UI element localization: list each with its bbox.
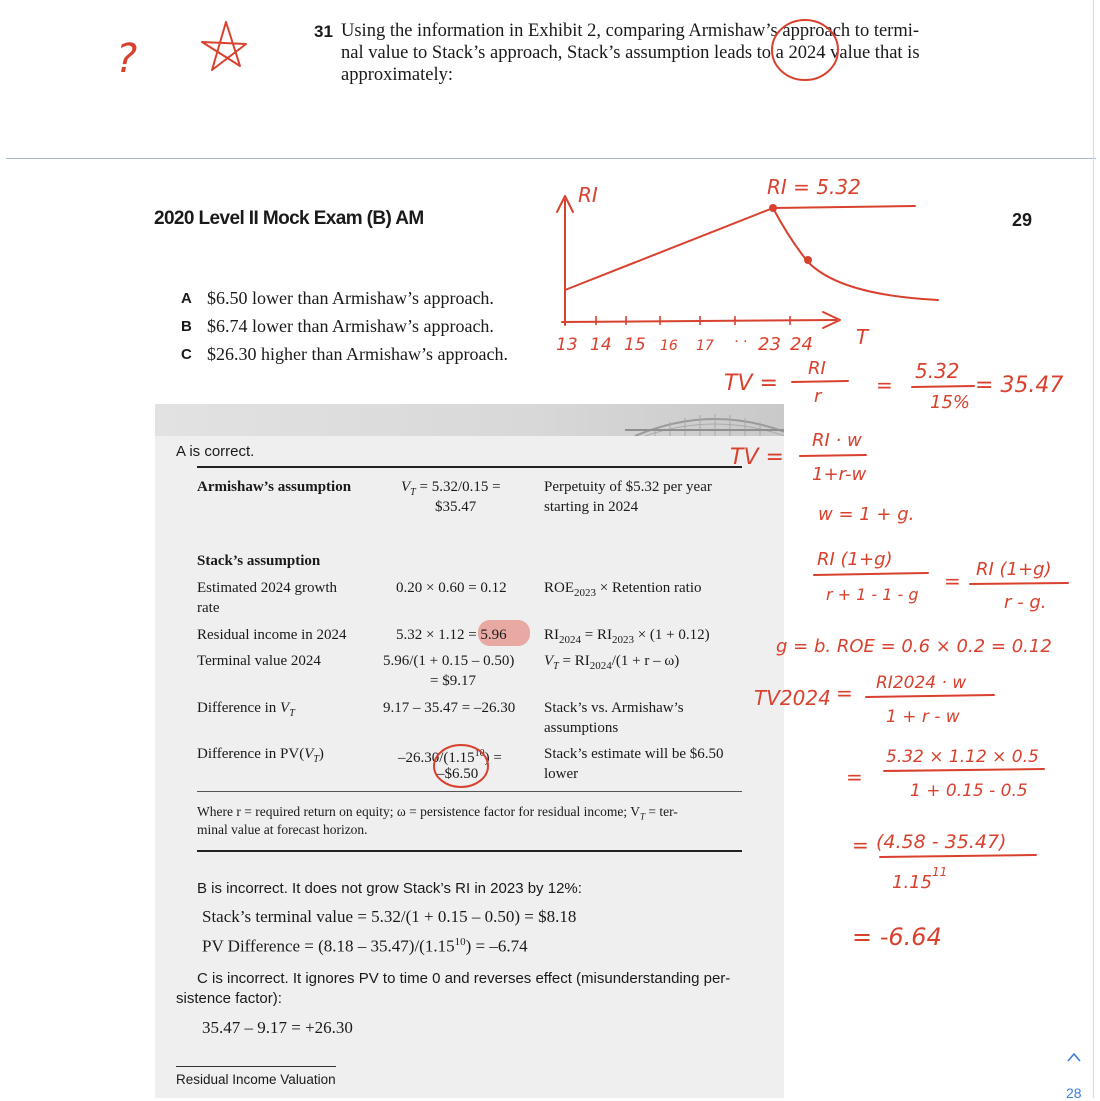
b-pv-difference: PV Difference = $(8.18 - 35.47)/(1.15^{10}) = -6.74$ bbox=[202, 936, 528, 956]
result-annotation: = -6.64 bbox=[852, 923, 942, 951]
svg-text:15: 15 bbox=[624, 335, 646, 355]
svg-text:13: 13 bbox=[556, 335, 578, 355]
ri-calc: 5.32 × 1.12 = 5.96 bbox=[396, 627, 507, 643]
graph-x-label: T bbox=[856, 325, 869, 349]
growth-label-line-1: Estimated 2024 growth bbox=[197, 580, 337, 596]
circle-approach bbox=[772, 20, 838, 80]
diff-calc: 9.17 – 35.47 = –26.30 bbox=[383, 700, 516, 716]
question-text-line-3: approximately: bbox=[341, 65, 453, 85]
page-number: 29 bbox=[1012, 210, 1033, 230]
graph-x-tick-labels bbox=[556, 334, 813, 355]
option-b-letter: B bbox=[181, 318, 192, 335]
tv-eq1-num2: 5.32 bbox=[915, 359, 960, 383]
tv-calc-line-1: 5.96/(1 + 0.15 – 0.50) bbox=[383, 653, 515, 669]
tv2024-eq: = bbox=[836, 681, 853, 705]
tv-eq1-result: = 35.47 bbox=[975, 373, 1064, 398]
diffpv-calc-line-2: –$6.50 bbox=[437, 766, 479, 782]
calc-b-num: (4.58 - 35.47) bbox=[876, 831, 1007, 853]
tv2024-num: RI2024 · w bbox=[876, 673, 967, 693]
growth-label-line-2: rate bbox=[197, 600, 220, 616]
growth-calc: 0.20 × 0.60 = 0.12 bbox=[396, 580, 507, 596]
frac1-num: RI (1+g) bbox=[817, 549, 893, 570]
g-eq: g = b. ROE = 0.6 × 0.2 = 0.12 bbox=[776, 636, 1052, 657]
calc-b-exp: 11 bbox=[932, 865, 948, 879]
footer-section-title: Residual Income Valuation bbox=[176, 1072, 336, 1087]
tv2024-lhs: TV2024 bbox=[754, 686, 831, 710]
tv-eq2-num: RI · w bbox=[812, 430, 862, 451]
armishaw-calc-line-1: $V_T = 5.32/0.15$ = bbox=[401, 479, 501, 498]
question-text-line-1: Using the information in Exhibit 2, comparing Armishaw’s approach to termi- bbox=[341, 21, 920, 41]
svg-text:17: 17 bbox=[696, 338, 714, 354]
c-calc-line: 35.47 – 9.17 = +26.30 bbox=[202, 1018, 353, 1037]
tv-eq1-den2: 15% bbox=[930, 392, 971, 413]
svg-text:24: 24 bbox=[790, 334, 813, 355]
frac1-den: r + 1 - 1 - g bbox=[826, 585, 919, 604]
tv-eq1-eq: = bbox=[876, 373, 893, 397]
calc-b-den: 1.15 bbox=[892, 872, 933, 893]
diffpv-label: Difference in $PV(V_T)$ bbox=[197, 746, 324, 765]
svg-text:23: 23 bbox=[758, 334, 781, 355]
graph-ri-value-label: RI = 5.32 bbox=[767, 175, 861, 199]
frac2-num: RI (1+g) bbox=[976, 559, 1052, 580]
exam-header-title: 2020 Level II Mock Exam (B) AM bbox=[154, 208, 424, 229]
question-text-line-2: nal value to Stack’s approach, Stack’s assumption leads to a 2024 value that is bbox=[341, 43, 920, 63]
tv-eq1-den: r bbox=[814, 386, 822, 407]
armishaw-calc-line-2: $35.47 bbox=[435, 499, 477, 515]
diffpv-desc-line-2: lower bbox=[544, 766, 579, 782]
question-mark-annotation: ? bbox=[116, 36, 138, 82]
svg-text:16: 16 bbox=[660, 338, 678, 354]
diff-desc-line-1: Stack’s vs. Armishaw’s bbox=[544, 700, 684, 716]
diff-label: Difference in $V_T$ bbox=[197, 700, 295, 719]
option-c-letter: C bbox=[181, 346, 192, 363]
svg-text:· ·: · · bbox=[734, 334, 748, 350]
diffpv-calc-line-1: $-26.30/(1.15^{10})$ = bbox=[398, 748, 502, 766]
graph-point-2023 bbox=[769, 204, 777, 212]
diffpv-desc-line-1: Stack’s estimate will be $6.50 bbox=[544, 746, 724, 762]
graph-point-2024 bbox=[804, 256, 812, 264]
star-icon bbox=[202, 22, 246, 70]
tv-eq1-num: RI bbox=[808, 358, 826, 379]
armishaw-label: Armishaw’s assumption bbox=[197, 479, 352, 495]
circle-650 bbox=[434, 745, 488, 787]
c-incorrect-line-1: C is incorrect. It ignores PV to time 0 and reverses effect (misunderstanding per- bbox=[197, 970, 731, 987]
growth-desc: $ROE_{2023}$ × Retention ratio bbox=[544, 580, 702, 599]
tv-eq2-den: 1+r-w bbox=[812, 464, 867, 485]
b-incorrect-text: B is incorrect. It does not grow Stack’s RI in 2023 by 12%: bbox=[197, 880, 582, 897]
table-note-line-1: Where r = required return on equity; ω = persistence factor for residual income; $V_T = ter-$ bbox=[197, 804, 678, 822]
tv-desc: $V_T = RI_{2024}/(1 + r - \omega)$ bbox=[544, 653, 680, 672]
option-b-text: $6.74 lower than Armishaw’s approach. bbox=[207, 316, 494, 336]
diff-desc-line-2: assumptions bbox=[544, 720, 619, 736]
w-eq: w = 1 + g. bbox=[818, 504, 915, 525]
graph-ri-line bbox=[565, 206, 915, 290]
tv-label: Terminal value 2024 bbox=[197, 653, 321, 669]
frac2-den: r - g. bbox=[1004, 592, 1047, 613]
tv2024-den: 1 + r - w bbox=[886, 707, 960, 727]
option-a-letter: A bbox=[181, 290, 192, 307]
armishaw-desc-line-2: starting in 2024 bbox=[544, 499, 639, 515]
tv-calc-line-2: = $9.17 bbox=[430, 673, 476, 689]
graph-decay-line bbox=[773, 208, 938, 300]
calc-a-eq: = bbox=[846, 765, 863, 789]
svg-text:14: 14 bbox=[590, 335, 612, 355]
verdict-a-correct: A is correct. bbox=[176, 443, 255, 460]
question-number: 31 bbox=[314, 22, 333, 41]
table-note-line-2: minal value at forecast horizon. bbox=[197, 822, 368, 837]
armishaw-desc-line-1: Perpetuity of $5.32 per year bbox=[544, 479, 712, 495]
c-incorrect-line-2: sistence factor): bbox=[176, 990, 282, 1007]
option-a-text: $6.50 lower than Armishaw’s approach. bbox=[207, 288, 494, 308]
ri-calc-highlighted-value: 5.96 bbox=[480, 627, 507, 643]
nav-page-number[interactable]: 28 bbox=[1066, 1085, 1082, 1101]
calc-b-eq: = bbox=[852, 833, 869, 857]
graph-y-label: RI bbox=[578, 183, 598, 207]
frac-arrow: = bbox=[944, 569, 961, 593]
tv-eq1-lhs: TV = bbox=[724, 371, 778, 396]
b-stack-terminal-value: Stack’s terminal value = 5.32/(1 + 0.15 – 0.50) = $8.18 bbox=[202, 907, 577, 926]
calc-a-num: 5.32 × 1.12 × 0.5 bbox=[886, 747, 1039, 767]
graph-x-axis bbox=[562, 320, 836, 322]
ri-label: Residual income in 2024 bbox=[197, 627, 347, 643]
option-c-text: $26.30 higher than Armishaw’s approach. bbox=[207, 344, 508, 364]
calc-a-den: 1 + 0.15 - 0.5 bbox=[910, 781, 1028, 801]
tv-eq2-lhs: TV = bbox=[730, 445, 784, 470]
ri-desc: $RI_{2024} = RI_{2023} \times (1 + 0.12)$ bbox=[544, 627, 710, 646]
stack-heading: Stack’s assumption bbox=[197, 553, 321, 569]
